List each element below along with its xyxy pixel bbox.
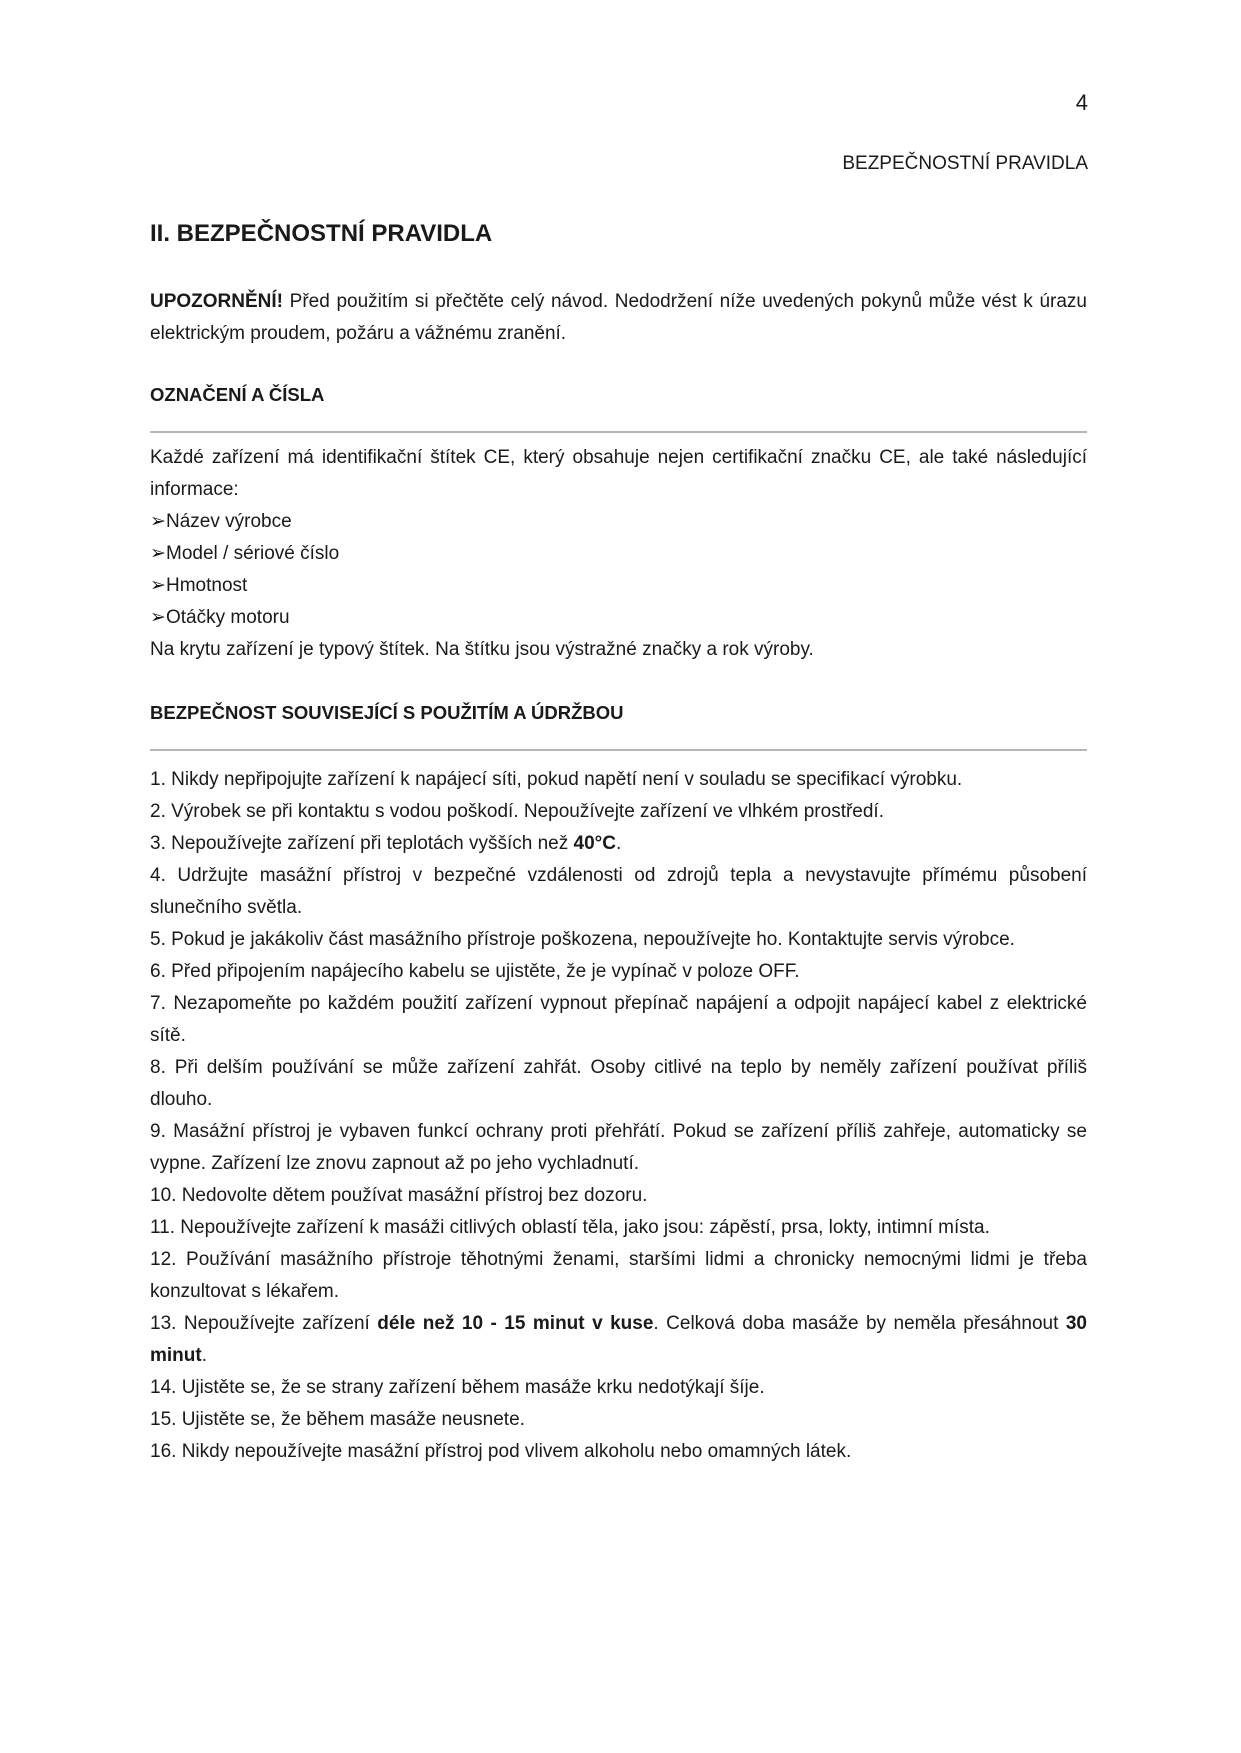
bullet-arrow-icon: ➢: [150, 543, 166, 564]
marking-closing: Na krytu zařízení je typový štítek. Na štítku jsou výstražné značky a rok výroby.: [150, 639, 814, 660]
safety-rules-list: [150, 764, 1087, 1468]
list-item: 1. Nikdy nepřipojujte zařízení k napájecí síti, pokud napětí není v souladu se specifikací výrobku.: [150, 769, 963, 790]
list-item: 5. Pokud je jakákoliv část masážního přístroje poškozena, nepoužívejte ho. Kontaktujte servis výrobce.: [150, 929, 1015, 950]
list-item: 14. Ujistěte se, že se strany zařízení během masáže krku nedotýkají šíje.: [150, 1377, 765, 1398]
warning-text: Před použitím si přečtěte celý návod. Nedodržení níže uvedených pokynů může vést k úrazu elektrickým proudem, požáru a vážnému zranění.: [150, 291, 1087, 344]
bullet-arrow-icon: ➢: [150, 575, 166, 596]
list-item: 10. Nedovolte dětem používat masážní přístroj bez dozoru.: [150, 1185, 648, 1206]
warning-label: UPOZORNĚNÍ!: [150, 291, 283, 312]
bullet-arrow-icon: ➢: [150, 607, 166, 628]
list-item: 6. Před připojením napájecího kabelu se ujistěte, že je vypínač v poloze OFF.: [150, 961, 800, 982]
list-item: 8. Při delším používání se může zařízení zahřát. Osoby citlivé na teplo by neměly zařízení používat příliš dlouho.: [150, 1057, 1087, 1110]
list-item: ➢Hmotnost: [150, 570, 1087, 602]
list-item: 12. Používání masážního přístroje těhotnými ženami, staršími lidmi a chronicky nemocnými lidmi je třeba konzultovat s lékařem.: [150, 1249, 1087, 1302]
section-divider: [150, 431, 1087, 433]
list-item: 9. Masážní přístroj je vybaven funkcí ochrany proti přehřátí. Pokud se zařízení příliš zahřeje, automaticky se vypne. Zařízení lze znovu zapnout až po jeho vychladnutí.: [150, 1121, 1087, 1174]
warning-paragraph: [150, 286, 1087, 350]
list-item: ➢Model / sériové číslo: [150, 538, 1087, 570]
list-item: ➢Název výrobce: [150, 506, 1087, 538]
page-number: 4: [1075, 90, 1088, 115]
list-item: 3. Nepoužívejte zařízení při teplotách vyšších než 40°C.: [150, 833, 622, 854]
list-item: 7. Nezapomeňte po každém použití zařízení vypnout přepínač napájení a odpojit napájecí kabel z elektrické sítě.: [150, 993, 1087, 1046]
running-header: BEZPEČNOSTNÍ PRAVIDLA: [842, 153, 1088, 174]
list-item: 2. Výrobek se při kontaktu s vodou poškodí. Nepoužívejte zařízení ve vlhkém prostředí.: [150, 801, 884, 822]
list-item: ➢Otáčky motoru: [150, 602, 1087, 634]
section-title-marking: OZNAČENÍ A ČÍSLA: [150, 384, 325, 405]
list-item: 13. Nepoužívejte zařízení déle než 10 - 15 minut v kuse. Celková doba masáže by neměla přesáhnout 30 minut.: [150, 1313, 1087, 1366]
list-item: 15. Ujistěte se, že během masáže neusnete.: [150, 1409, 525, 1430]
bullet-arrow-icon: ➢: [150, 511, 166, 532]
marking-intro: Každé zařízení má identifikační štítek CE, který obsahuje nejen certifikační značku CE, ale také následující informace:: [150, 447, 1087, 500]
marking-content: [150, 442, 1087, 666]
section-title-safety: BEZPEČNOST SOUVISEJÍCÍ S POUŽITÍM A ÚDRŽBOU: [150, 702, 624, 723]
chapter-title: II. BEZPEČNOSTNÍ PRAVIDLA: [150, 220, 493, 247]
list-item: 11. Nepoužívejte zařízení k masáži citlivých oblastí těla, jako jsou: zápěstí, prsa, lokty, intimní místa.: [150, 1217, 990, 1238]
list-item: 4. Udržujte masážní přístroj v bezpečné vzdálenosti od zdrojů tepla a nevystavujte přímému působení slunečního světla.: [150, 865, 1087, 918]
section-divider: [150, 749, 1087, 751]
list-item: 16. Nikdy nepoužívejte masážní přístroj pod vlivem alkoholu nebo omamných látek.: [150, 1441, 852, 1462]
